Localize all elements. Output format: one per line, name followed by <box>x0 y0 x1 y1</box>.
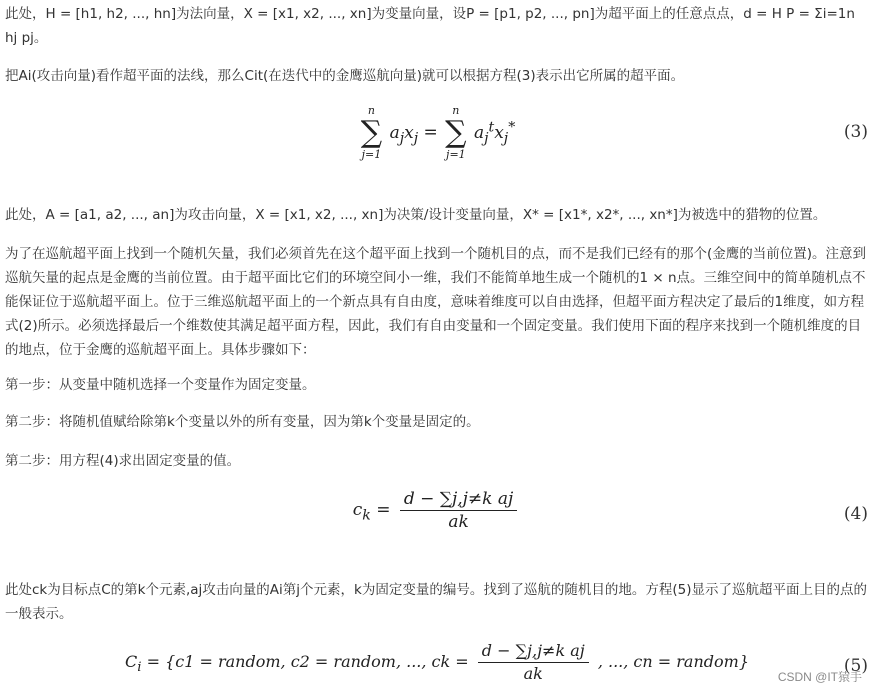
paragraph-attack-vector <box>5 64 867 88</box>
equation-lhs: $C_i$ <box>124 652 142 676</box>
paragraph-target-point <box>5 578 867 626</box>
paragraph-normal-vector <box>5 2 867 50</box>
equation-term: $a_j^tx_j^*$ <box>473 118 516 146</box>
fraction-denominator: ak <box>448 512 469 532</box>
sum-symbol: n ∑ j=1 <box>445 104 467 161</box>
sum-upper-limit: n <box>452 104 460 117</box>
sum-lower-limit: j=1 <box>446 148 466 161</box>
equation-number: (4) <box>843 504 868 524</box>
sum-lower-limit: j=1 <box>361 148 382 161</box>
fraction-numerator: d − ∑j,j≠k aj <box>400 488 517 511</box>
paragraph-text: 把Ai(攻击向量)看作超平面的法线，那么Cit(在迭代中的金鹰巡航向量)就可以根据方程(3)表示出它所属的超平面。 <box>5 68 685 84</box>
fraction-denominator: ak <box>523 664 543 683</box>
sum-upper-limit: n <box>367 104 375 117</box>
equation-3-body <box>0 104 874 162</box>
paragraph-text: 此处，A = [a1, a2, ..., an]为攻击向量，X = [x1, x2, ..., xn]为决策/设计变量向量，X* = [x1*, x2*, ..., xn*]为被选中的猎物的位置。 <box>5 207 827 223</box>
equation-number: (5) <box>843 656 868 676</box>
equation-5 <box>0 640 874 692</box>
step-1 <box>5 373 867 397</box>
paragraph-cruise-procedure <box>5 242 867 362</box>
equation-lhs: $c_k$ <box>352 500 371 524</box>
equals-sign: = <box>423 122 438 143</box>
paragraph-prey-position <box>5 203 867 227</box>
step-2 <box>5 410 867 434</box>
sum-symbol: n ∑ j=1 <box>360 104 383 161</box>
step-3 <box>5 449 867 473</box>
equation-term: $a_jx_j$ <box>389 122 419 146</box>
equals-sign: = <box>376 500 391 520</box>
watermark: CSDN @IT猿手 <box>777 670 862 684</box>
equation-number: (3) <box>843 122 868 142</box>
fraction <box>478 640 589 685</box>
equation-4-body <box>0 488 874 533</box>
equation-expression-left: = {c1 = random, c2 = random, ..., ck = <box>146 652 469 671</box>
paragraph-text: 此处ck为目标点C的第k个元素,aj攻击向量的Ai第j个元素，k为固定变量的编号。找到了巡航的随机目的地。方程(5)显示了巡航超平面上目的点的一般表示。 <box>5 582 867 622</box>
equation-3 <box>0 104 874 164</box>
equation-4 <box>0 488 874 544</box>
step-text: 第二步：将随机值赋给除第k个变量以外的所有变量，因为第k个变量是固定的。 <box>5 414 480 430</box>
fraction-numerator: d − ∑j,j≠k aj <box>478 640 589 663</box>
step-text: 第二步：用方程(4)求出固定变量的值。 <box>5 453 241 469</box>
equation-5-body <box>0 640 874 685</box>
fraction <box>400 488 517 533</box>
step-text: 第一步：从变量中随机选择一个变量作为固定变量。 <box>5 377 316 393</box>
equation-expression-right: , ..., cn = random} <box>597 652 749 671</box>
paragraph-text: 此处，H = [h1, h2, ..., hn]为法向量，X = [x1, x2, ..., xn]为变量向量，设P = [p1, p2, ..., pn]为超平面上的任意点点，d = H P = Σi=1n hj pj。 <box>5 6 855 46</box>
paragraph-text: 为了在巡航超平面上找到一个随机矢量，我们必须首先在这个超平面上找到一个随机目的点，而不是我们已经有的那个(金鹰的当前位置)。注意到巡航矢量的起点是金鹰的当前位置。由于超平面比它们的环境空间小一维，我们不能简单地生成一个随机的1 × n点。三维空间中的简单随机点不能保证位于巡航超平面上。位于三维巡航超平面上的一个新点具有自由度，意味着维度可以自由选择，但超平面方程决定了最后的1维度，如方程式(2)所示。必须选择最后一个维数使其满足超平面方程，因此，我们有自由变量和一个固定变量。我们使用下面的程序来找到一个随机维度的目的地点，位于金鹰的巡航超平面上。具体步骤如下： <box>5 246 867 358</box>
